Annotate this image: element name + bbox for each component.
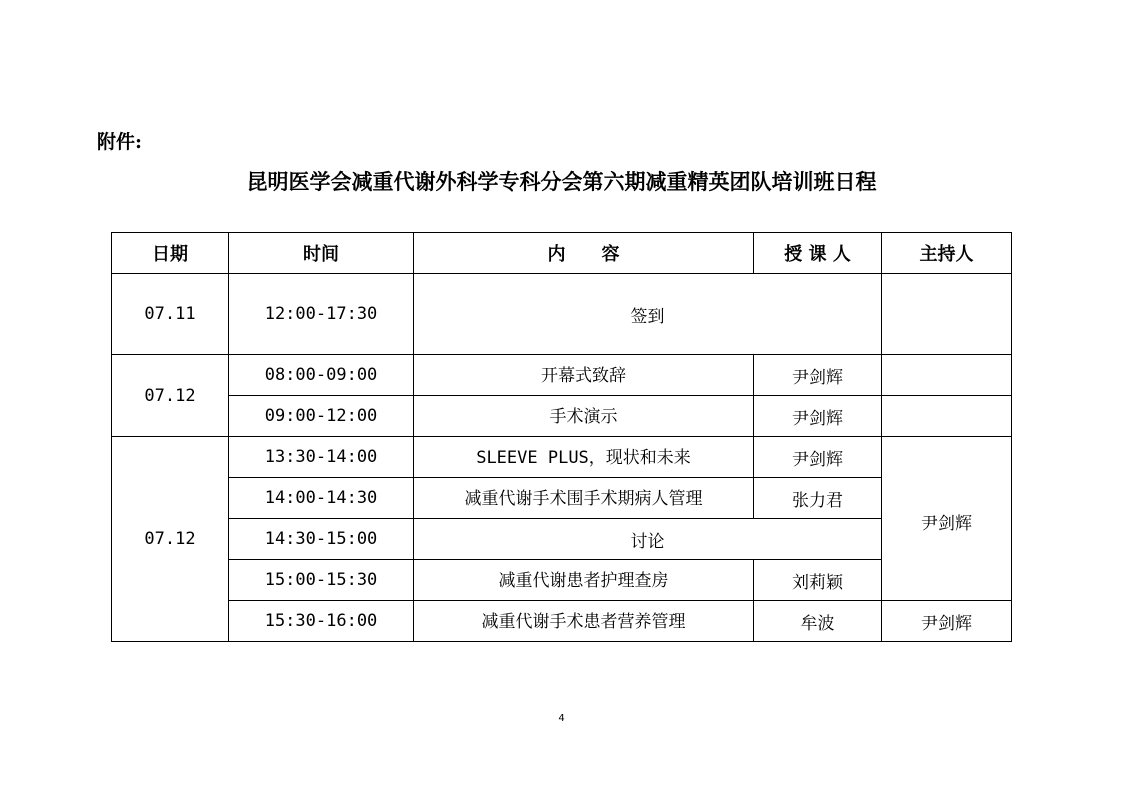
content-cell: 签到 [414, 274, 882, 355]
content-cell: 减重代谢手术围手术期病人管理 [414, 478, 754, 519]
host-cell: 尹剑辉 [882, 601, 1012, 642]
content-cell: 减重代谢患者护理查房 [414, 560, 754, 601]
lecturer-cell: 尹剑辉 [754, 355, 882, 396]
content-cell: 开幕式致辞 [414, 355, 754, 396]
table-row [112, 437, 1012, 478]
time-cell: 14:00-14:30 [229, 478, 414, 519]
table-row [112, 396, 1012, 437]
time-cell: 09:00-12:00 [229, 396, 414, 437]
time-cell: 12:00-17:30 [229, 274, 414, 355]
host-cell [882, 355, 1012, 396]
header-time: 时间 [229, 233, 414, 274]
time-cell: 15:00-15:30 [229, 560, 414, 601]
date-cell: 07.12 [112, 355, 229, 437]
document-title: 昆明医学会减重代谢外科学专科分会第六期减重精英团队培训班日程 [246, 169, 877, 194]
lecturer-cell: 刘莉颖 [754, 560, 882, 601]
table-row [112, 274, 1012, 355]
table-row [112, 355, 1012, 396]
time-cell: 13:30-14:00 [229, 437, 414, 478]
header-date: 日期 [112, 233, 229, 274]
time-cell: 15:30-16:00 [229, 601, 414, 642]
lecturer-cell: 张力君 [754, 478, 882, 519]
content-cell: 减重代谢手术患者营养管理 [414, 601, 754, 642]
content-cell: 讨论 [414, 519, 882, 560]
lecturer-cell: 尹剑辉 [754, 437, 882, 478]
host-cell [882, 274, 1012, 355]
page-number: 4 [558, 713, 565, 724]
date-cell: 07.12 [112, 437, 229, 642]
content-cell: SLEEVE PLUS，现状和未来 [414, 437, 754, 478]
host-cell [882, 396, 1012, 437]
table-row [112, 601, 1012, 642]
content-cell: 手术演示 [414, 396, 754, 437]
lecturer-cell: 牟波 [754, 601, 882, 642]
header-host: 主持人 [882, 233, 1012, 274]
table-header-row [112, 233, 1012, 274]
table-row [112, 560, 1012, 601]
attachment-label: 附件: [97, 131, 143, 153]
time-cell: 14:30-15:00 [229, 519, 414, 560]
time-cell: 08:00-09:00 [229, 355, 414, 396]
date-cell: 07.11 [112, 274, 229, 355]
host-cell: 尹剑辉 [882, 437, 1012, 601]
schedule-table [111, 232, 1012, 642]
table-row [112, 478, 1012, 519]
table-row [112, 519, 1012, 560]
header-lecturer: 授 课 人 [754, 233, 882, 274]
header-content: 内 容 [414, 233, 754, 274]
lecturer-cell: 尹剑辉 [754, 396, 882, 437]
